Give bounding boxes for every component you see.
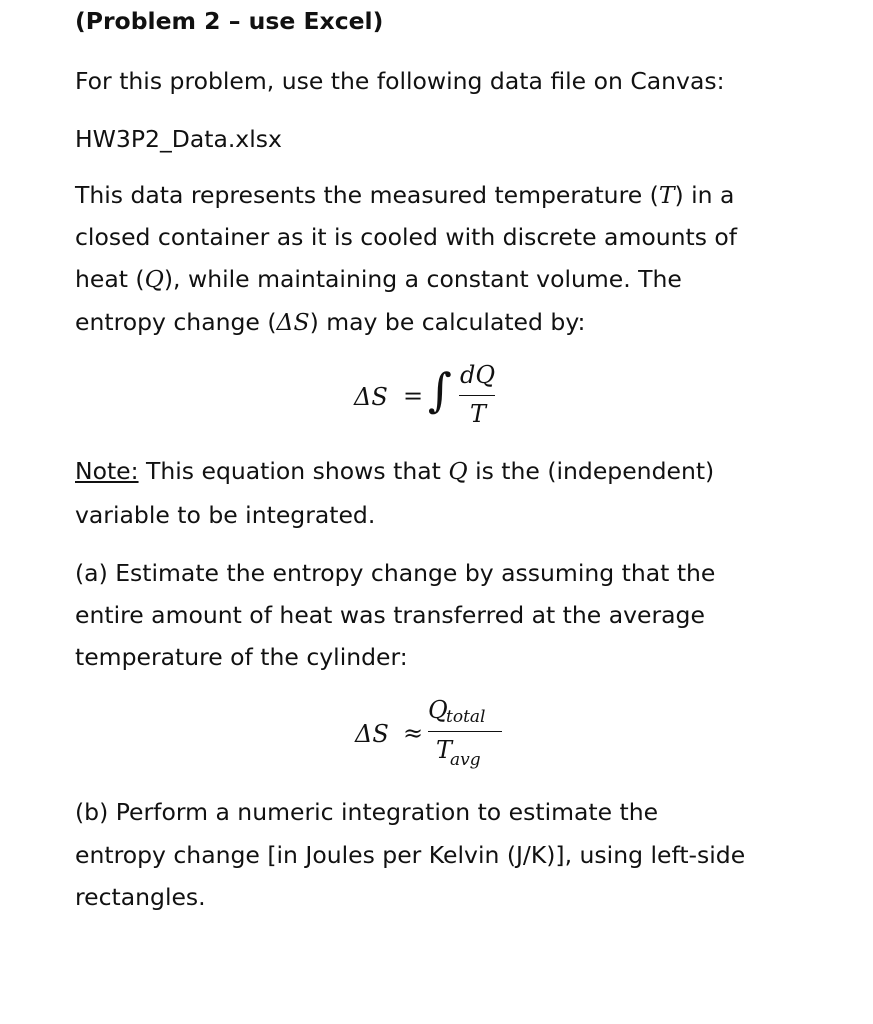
description-line-2: closed container as it is cooled with discrete amounts of <box>75 223 738 251</box>
heat-symbol: Q <box>448 457 468 485</box>
numerator-subscript: total <box>446 707 486 727</box>
description-line-1 <box>75 180 734 210</box>
description-text: ) may be calculated by: <box>309 308 586 336</box>
note-text: is the (independent) <box>467 457 715 485</box>
denominator-var: T <box>436 736 453 764</box>
fraction-bar <box>459 395 495 396</box>
fraction-bar <box>428 731 502 732</box>
equation-approx: ≈ <box>403 719 424 747</box>
description-text: ), while maintaining a constant volume. The <box>163 265 682 293</box>
part-a-line-1: (a) Estimate the entropy change by assuming that the <box>75 559 716 587</box>
description-text: heat ( <box>75 265 145 293</box>
entropy-symbol: ΔS <box>276 308 310 336</box>
note-text: This equation shows that <box>138 457 449 485</box>
equation-lhs: ΔS <box>354 383 388 411</box>
intro-text: For this problem, use the following data file on Canvas: <box>75 67 725 95</box>
description-text: ) in a <box>674 181 735 209</box>
note-label: Note: <box>75 457 139 485</box>
description-text: This data represents the measured temperature ( <box>75 181 659 209</box>
part-b-line-2: entropy change [in Joules per Kelvin (J/K)], using left-side <box>75 841 746 869</box>
equation-equals: = <box>403 382 424 410</box>
heat-symbol: Q <box>144 265 164 293</box>
numerator-var: Q <box>428 696 448 724</box>
part-b-line-3: rectangles. <box>75 883 206 911</box>
temperature-symbol: T <box>658 181 675 209</box>
equation-denominator: T <box>470 400 487 428</box>
data-filename: HW3P2_Data.xlsx <box>75 125 282 153</box>
description-text: entropy change ( <box>75 308 277 336</box>
description-line-3 <box>75 264 682 294</box>
description-line-4 <box>75 307 585 337</box>
note-line-2: variable to be integrated. <box>75 501 376 529</box>
equation-numerator: dQ <box>460 361 496 389</box>
part-a-line-2: entire amount of heat was transferred at the average <box>75 601 705 629</box>
problem-heading: (Problem 2 – use Excel) <box>75 7 384 35</box>
denominator-subscript: avg <box>450 750 481 770</box>
equation-lhs: ΔS <box>355 720 389 748</box>
integral-sign: ∫ <box>428 363 452 417</box>
note-line-1 <box>75 456 714 486</box>
part-a-line-3: temperature of the cylinder: <box>75 643 408 671</box>
part-b-line-1: (b) Perform a numeric integration to estimate the <box>75 798 659 826</box>
